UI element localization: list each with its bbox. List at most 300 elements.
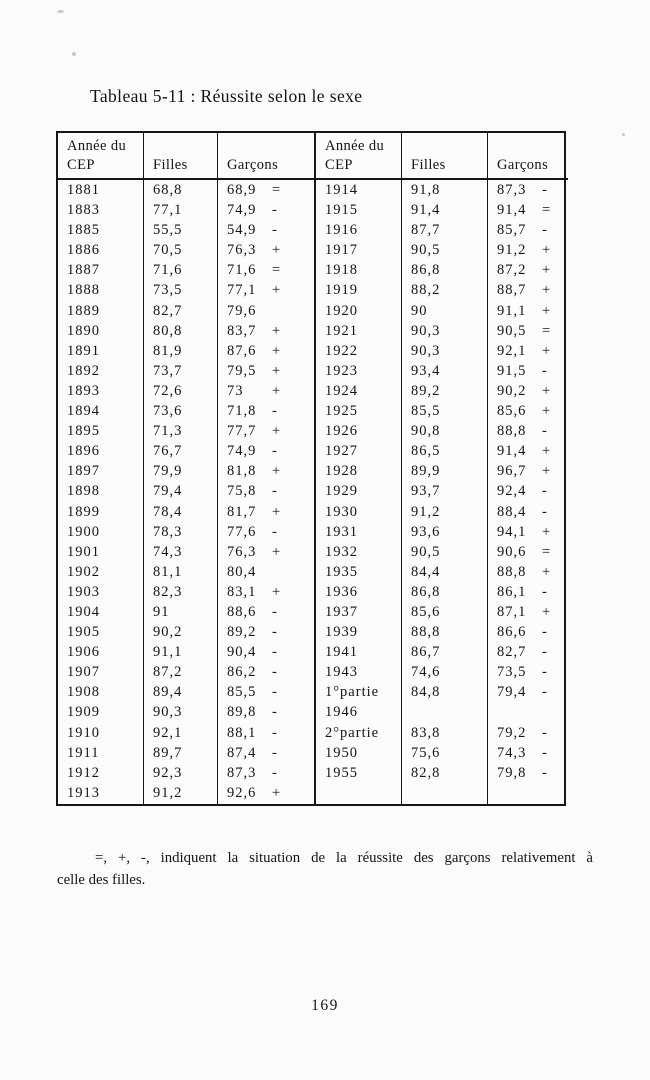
garcons-value: 90,5 xyxy=(497,322,527,339)
year-cell: 1939 xyxy=(316,622,402,642)
garcons-value: 91,1 xyxy=(497,302,527,319)
garcons-value: 85,5 xyxy=(227,684,257,701)
comparison-symbol: + xyxy=(272,423,281,440)
garcons-cell xyxy=(218,723,316,743)
garcons-value: 94,1 xyxy=(497,523,527,540)
year-cell: 1927 xyxy=(316,441,402,461)
year-cell: 1893 xyxy=(58,381,144,401)
garcons-cell xyxy=(488,240,568,260)
comparison-symbol: - xyxy=(272,403,277,420)
year-cell: 1895 xyxy=(58,421,144,441)
garcons-value: 87,2 xyxy=(497,262,527,279)
garcons-cell xyxy=(488,642,568,662)
garcons-value: 83,7 xyxy=(227,322,257,339)
garcons-cell xyxy=(218,461,316,481)
comparison-symbol: - xyxy=(542,583,547,600)
garcons-value: 90,4 xyxy=(227,644,257,661)
comparison-symbol: - xyxy=(542,503,547,520)
comparison-symbol: + xyxy=(542,342,551,359)
comparison-symbol: = xyxy=(272,182,281,198)
filles-cell: 91,2 xyxy=(402,502,488,522)
garcons-cell xyxy=(218,361,316,381)
comparison-symbol: - xyxy=(542,483,547,500)
garcons-cell xyxy=(488,662,568,682)
filles-cell: 91,4 xyxy=(402,200,488,220)
garcons-cell xyxy=(488,743,568,763)
filles-cell: 93,4 xyxy=(402,361,488,381)
garcons-value: 85,7 xyxy=(497,222,527,239)
garcons-value: 79,2 xyxy=(497,724,527,741)
garcons-value: 89,8 xyxy=(227,704,257,721)
garcons-value: 77,7 xyxy=(227,423,257,440)
year-cell: 1931 xyxy=(316,522,402,542)
garcons-value: 88,7 xyxy=(497,282,527,299)
garcons-value: 80,4 xyxy=(227,563,257,580)
garcons-value: 87,3 xyxy=(497,182,527,198)
garcons-cell xyxy=(218,421,316,441)
comparison-symbol: = xyxy=(542,543,551,560)
garcons-cell xyxy=(488,562,568,582)
year-cell: 1932 xyxy=(316,542,402,562)
year-cell: 1887 xyxy=(58,260,144,280)
garcons-cell xyxy=(218,682,316,702)
garcons-cell xyxy=(488,481,568,501)
comparison-symbol: - xyxy=(272,704,277,721)
garcons-cell xyxy=(218,260,316,280)
comparison-symbol: - xyxy=(272,664,277,681)
garcons-value: 79,8 xyxy=(497,764,527,781)
filles-cell: 90,5 xyxy=(402,542,488,562)
year-cell: 1908 xyxy=(58,682,144,702)
garcons-value: 90,2 xyxy=(497,382,527,399)
comparison-symbol: - xyxy=(272,724,277,741)
garcons-cell xyxy=(488,341,568,361)
filles-cell: 85,6 xyxy=(402,602,488,622)
year-cell: 1881 xyxy=(58,180,144,200)
garcons-value: 73 xyxy=(227,382,244,399)
comparison-symbol: + xyxy=(542,382,551,399)
comparison-symbol: - xyxy=(272,202,277,219)
filles-cell: 81,1 xyxy=(144,562,218,582)
year-cell: 1906 xyxy=(58,642,144,662)
comparison-symbol: + xyxy=(542,403,551,420)
garcons-cell xyxy=(218,301,316,321)
year-cell: 1916 xyxy=(316,220,402,240)
garcons-value: 87,4 xyxy=(227,744,257,761)
garcons-cell xyxy=(218,381,316,401)
year-cell: 1922 xyxy=(316,341,402,361)
filler-cell xyxy=(402,803,488,804)
comparison-symbol: + xyxy=(272,784,281,801)
garcons-value: 89,2 xyxy=(227,624,257,641)
garcons-cell xyxy=(218,622,316,642)
garcons-cell xyxy=(488,702,568,722)
column-header: Filles xyxy=(144,133,218,180)
year-cell: 1896 xyxy=(58,441,144,461)
garcons-value: 54,9 xyxy=(227,222,257,239)
filles-cell: 88,2 xyxy=(402,280,488,300)
year-cell: 1946 xyxy=(316,702,402,722)
scan-artifact xyxy=(622,133,625,136)
comparison-symbol: + xyxy=(542,463,551,480)
page-number: 169 xyxy=(311,997,339,1014)
year-cell: 1914 xyxy=(316,180,402,200)
garcons-cell xyxy=(218,763,316,783)
year-cell: 1937 xyxy=(316,602,402,622)
year-cell: 1885 xyxy=(58,220,144,240)
filles-cell: 74,6 xyxy=(402,662,488,682)
garcons-value: 71,6 xyxy=(227,262,257,279)
garcons-cell xyxy=(488,461,568,481)
garcons-cell xyxy=(488,763,568,783)
comparison-symbol: - xyxy=(542,222,547,239)
table-title: Tableau 5-11 : Réussite selon le sexe xyxy=(90,86,363,106)
filles-cell: 90,5 xyxy=(402,240,488,260)
year-cell: 1936 xyxy=(316,582,402,602)
filles-cell: 78,4 xyxy=(144,502,218,522)
garcons-cell xyxy=(488,622,568,642)
filles-cell: 76,7 xyxy=(144,441,218,461)
year-cell: 1955 xyxy=(316,763,402,783)
garcons-cell xyxy=(218,502,316,522)
garcons-value: 75,8 xyxy=(227,483,257,500)
garcons-value: 88,8 xyxy=(497,563,527,580)
year-cell: 1915 xyxy=(316,200,402,220)
scan-artifact xyxy=(72,52,76,56)
comparison-symbol: - xyxy=(542,724,547,741)
garcons-cell xyxy=(218,220,316,240)
filles-cell: 72,6 xyxy=(144,381,218,401)
garcons-value: 81,8 xyxy=(227,463,257,480)
garcons-cell xyxy=(488,280,568,300)
year-cell: 1926 xyxy=(316,421,402,441)
filles-cell: 90,3 xyxy=(402,341,488,361)
year-cell: 1950 xyxy=(316,743,402,763)
filles-cell: 68,8 xyxy=(144,180,218,200)
year-cell: 1920 xyxy=(316,301,402,321)
comparison-symbol: + xyxy=(272,463,281,480)
comparison-symbol: - xyxy=(542,644,547,661)
garcons-value: 91,4 xyxy=(497,202,527,219)
comparison-symbol: - xyxy=(272,443,277,460)
garcons-cell xyxy=(218,783,316,803)
garcons-cell xyxy=(218,702,316,722)
year-cell: 1905 xyxy=(58,622,144,642)
column-header: Garçons xyxy=(488,133,568,180)
filles-cell: 85,5 xyxy=(402,401,488,421)
comparison-symbol: + xyxy=(272,242,281,259)
year-cell: 1912 xyxy=(58,763,144,783)
filles-cell: 93,7 xyxy=(402,481,488,501)
year-cell: 1925 xyxy=(316,401,402,421)
garcons-cell xyxy=(488,260,568,280)
garcons-value: 88,8 xyxy=(497,423,527,440)
garcons-cell xyxy=(488,542,568,562)
garcons-cell xyxy=(488,502,568,522)
garcons-cell xyxy=(488,220,568,240)
filles-cell: 93,6 xyxy=(402,522,488,542)
filles-cell: 89,4 xyxy=(144,682,218,702)
year-cell: 1904 xyxy=(58,602,144,622)
garcons-cell xyxy=(488,522,568,542)
footnote xyxy=(57,847,593,891)
year-cell: 1924 xyxy=(316,381,402,401)
year-cell: 1911 xyxy=(58,743,144,763)
garcons-value: 90,6 xyxy=(497,543,527,560)
garcons-value: 74,9 xyxy=(227,443,257,460)
comparison-symbol: - xyxy=(542,744,547,761)
results-table xyxy=(56,131,566,806)
comparison-symbol: - xyxy=(542,362,547,379)
garcons-cell xyxy=(218,240,316,260)
comparison-symbol: + xyxy=(272,583,281,600)
garcons-value: 86,6 xyxy=(497,624,527,641)
comparison-symbol: + xyxy=(542,563,551,580)
filles-cell: 92,3 xyxy=(144,763,218,783)
garcons-cell xyxy=(488,582,568,602)
garcons-value: 77,6 xyxy=(227,523,257,540)
filles-cell: 91,8 xyxy=(402,180,488,200)
garcons-value: 86,1 xyxy=(497,583,527,600)
garcons-cell xyxy=(218,401,316,421)
filles-cell: 71,3 xyxy=(144,421,218,441)
filles-cell: 90,8 xyxy=(402,421,488,441)
filler-cell xyxy=(58,803,144,804)
garcons-cell xyxy=(488,381,568,401)
comparison-symbol: - xyxy=(542,423,547,440)
garcons-value: 79,6 xyxy=(227,302,257,319)
year-cell: 2°partie xyxy=(316,723,402,743)
garcons-cell xyxy=(218,280,316,300)
garcons-value: 91,5 xyxy=(497,362,527,379)
comparison-symbol: - xyxy=(272,222,277,239)
garcons-value: 88,6 xyxy=(227,603,257,620)
filles-cell: 89,9 xyxy=(402,461,488,481)
filles-cell: 82,8 xyxy=(402,763,488,783)
comparison-symbol: = xyxy=(542,322,551,339)
comparison-symbol: + xyxy=(542,262,551,279)
garcons-cell xyxy=(488,361,568,381)
comparison-symbol: - xyxy=(272,603,277,620)
garcons-cell xyxy=(488,682,568,702)
comparison-symbol: + xyxy=(542,282,551,299)
filler-cell xyxy=(144,803,218,804)
year-cell: 1903 xyxy=(58,582,144,602)
garcons-value: 88,4 xyxy=(497,503,527,520)
year-cell: 1886 xyxy=(58,240,144,260)
year-cell: 1902 xyxy=(58,562,144,582)
filles-cell: 82,3 xyxy=(144,582,218,602)
comparison-symbol: - xyxy=(542,182,547,198)
year-cell: 1943 xyxy=(316,662,402,682)
filles-cell: 90,3 xyxy=(144,702,218,722)
garcons-cell xyxy=(488,723,568,743)
year-cell: 1897 xyxy=(58,461,144,481)
comparison-symbol: + xyxy=(272,322,281,339)
filles-cell: 84,4 xyxy=(402,562,488,582)
filles-cell xyxy=(402,783,488,803)
filles-cell: 86,5 xyxy=(402,441,488,461)
garcons-value: 87,6 xyxy=(227,342,257,359)
footnote-line-1: =, +, -, indiquent la situation de la réussite des garçons relativement à xyxy=(95,850,593,866)
filles-cell: 86,8 xyxy=(402,260,488,280)
garcons-cell xyxy=(488,441,568,461)
comparison-symbol: + xyxy=(542,443,551,460)
column-header: Année du CEP xyxy=(316,133,402,180)
garcons-cell xyxy=(488,421,568,441)
comparison-symbol: - xyxy=(542,664,547,681)
filles-cell: 89,2 xyxy=(402,381,488,401)
filles-cell: 81,9 xyxy=(144,341,218,361)
year-cell xyxy=(316,783,402,803)
comparison-symbol: - xyxy=(272,684,277,701)
filles-cell: 83,8 xyxy=(402,723,488,743)
filles-cell: 90 xyxy=(402,301,488,321)
filles-cell: 90,2 xyxy=(144,622,218,642)
comparison-symbol: - xyxy=(272,744,277,761)
filles-cell: 70,5 xyxy=(144,240,218,260)
year-cell: 1930 xyxy=(316,502,402,522)
garcons-cell xyxy=(218,562,316,582)
column-header: Année du CEP xyxy=(58,133,144,180)
garcons-value: 91,2 xyxy=(497,242,527,259)
year-cell: 1907 xyxy=(58,662,144,682)
filles-cell: 86,8 xyxy=(402,582,488,602)
column-header: Filles xyxy=(402,133,488,180)
garcons-cell xyxy=(218,522,316,542)
garcons-cell xyxy=(488,180,568,200)
year-cell: 1923 xyxy=(316,361,402,381)
filles-cell: 74,3 xyxy=(144,542,218,562)
garcons-cell xyxy=(218,441,316,461)
filles-cell: 90,3 xyxy=(402,321,488,341)
year-cell: 1929 xyxy=(316,481,402,501)
garcons-cell xyxy=(488,200,568,220)
filles-cell: 75,6 xyxy=(402,743,488,763)
filles-cell: 91 xyxy=(144,602,218,622)
filles-cell: 87,7 xyxy=(402,220,488,240)
year-cell: 1935 xyxy=(316,562,402,582)
garcons-value: 87,1 xyxy=(497,603,527,620)
comparison-symbol: = xyxy=(272,262,281,279)
garcons-value: 74,3 xyxy=(497,744,527,761)
garcons-cell xyxy=(218,642,316,662)
comparison-symbol: - xyxy=(542,764,547,781)
year-cell: 1910 xyxy=(58,723,144,743)
garcons-value: 79,4 xyxy=(497,684,527,701)
year-cell: 1921 xyxy=(316,321,402,341)
filles-cell xyxy=(402,702,488,722)
filles-cell: 77,1 xyxy=(144,200,218,220)
comparison-symbol: + xyxy=(272,342,281,359)
year-cell: 1888 xyxy=(58,280,144,300)
garcons-value: 83,1 xyxy=(227,583,257,600)
filles-cell: 88,8 xyxy=(402,622,488,642)
comparison-symbol: + xyxy=(272,543,281,560)
column-header: Garçons xyxy=(218,133,316,180)
comparison-symbol: + xyxy=(542,523,551,540)
comparison-symbol: = xyxy=(542,202,551,219)
filles-cell: 91,2 xyxy=(144,783,218,803)
garcons-cell xyxy=(218,200,316,220)
year-cell: 1891 xyxy=(58,341,144,361)
garcons-cell xyxy=(218,481,316,501)
year-cell: 1900 xyxy=(58,522,144,542)
filles-cell: 89,7 xyxy=(144,743,218,763)
filles-cell: 79,9 xyxy=(144,461,218,481)
year-cell: 1919 xyxy=(316,280,402,300)
filles-cell: 78,3 xyxy=(144,522,218,542)
year-cell: 1928 xyxy=(316,461,402,481)
filles-cell: 71,6 xyxy=(144,260,218,280)
year-cell: 1890 xyxy=(58,321,144,341)
garcons-value: 73,5 xyxy=(497,664,527,681)
garcons-cell xyxy=(218,321,316,341)
garcons-value: 91,4 xyxy=(497,443,527,460)
garcons-cell xyxy=(488,321,568,341)
filles-cell: 55,5 xyxy=(144,220,218,240)
garcons-value: 76,3 xyxy=(227,242,257,259)
garcons-cell xyxy=(218,662,316,682)
year-cell: 1892 xyxy=(58,361,144,381)
garcons-value: 96,7 xyxy=(497,463,527,480)
comparison-symbol: + xyxy=(272,382,281,399)
year-cell: 1°partie xyxy=(316,682,402,702)
year-cell: 1898 xyxy=(58,481,144,501)
year-cell: 1918 xyxy=(316,260,402,280)
comparison-symbol: - xyxy=(542,684,547,701)
comparison-symbol: + xyxy=(542,603,551,620)
year-cell: 1917 xyxy=(316,240,402,260)
garcons-cell xyxy=(488,783,568,803)
footnote-line-2: celle des filles. xyxy=(57,872,146,888)
garcons-value: 77,1 xyxy=(227,282,257,299)
filles-cell: 84,8 xyxy=(402,682,488,702)
year-cell: 1899 xyxy=(58,502,144,522)
comparison-symbol: + xyxy=(542,242,551,259)
garcons-value: 92,1 xyxy=(497,342,527,359)
comparison-symbol: - xyxy=(272,483,277,500)
filles-cell: 91,1 xyxy=(144,642,218,662)
garcons-cell xyxy=(218,542,316,562)
garcons-value: 88,1 xyxy=(227,724,257,741)
garcons-cell xyxy=(218,582,316,602)
year-cell: 1889 xyxy=(58,301,144,321)
garcons-cell xyxy=(218,341,316,361)
filles-cell: 73,6 xyxy=(144,401,218,421)
comparison-symbol: + xyxy=(542,302,551,319)
comparison-symbol: - xyxy=(272,624,277,641)
comparison-symbol: + xyxy=(272,362,281,379)
filles-cell: 80,8 xyxy=(144,321,218,341)
garcons-value: 81,7 xyxy=(227,503,257,520)
year-cell: 1883 xyxy=(58,200,144,220)
filles-cell: 87,2 xyxy=(144,662,218,682)
year-cell: 1941 xyxy=(316,642,402,662)
year-cell: 1909 xyxy=(58,702,144,722)
comparison-symbol: - xyxy=(542,624,547,641)
filler-cell xyxy=(488,803,568,804)
garcons-value: 85,6 xyxy=(497,403,527,420)
garcons-cell xyxy=(218,743,316,763)
garcons-value: 92,6 xyxy=(227,784,257,801)
filles-cell: 82,7 xyxy=(144,301,218,321)
filles-cell: 73,5 xyxy=(144,280,218,300)
garcons-cell xyxy=(488,602,568,622)
garcons-value: 87,3 xyxy=(227,764,257,781)
comparison-symbol: - xyxy=(272,523,277,540)
garcons-cell xyxy=(488,401,568,421)
